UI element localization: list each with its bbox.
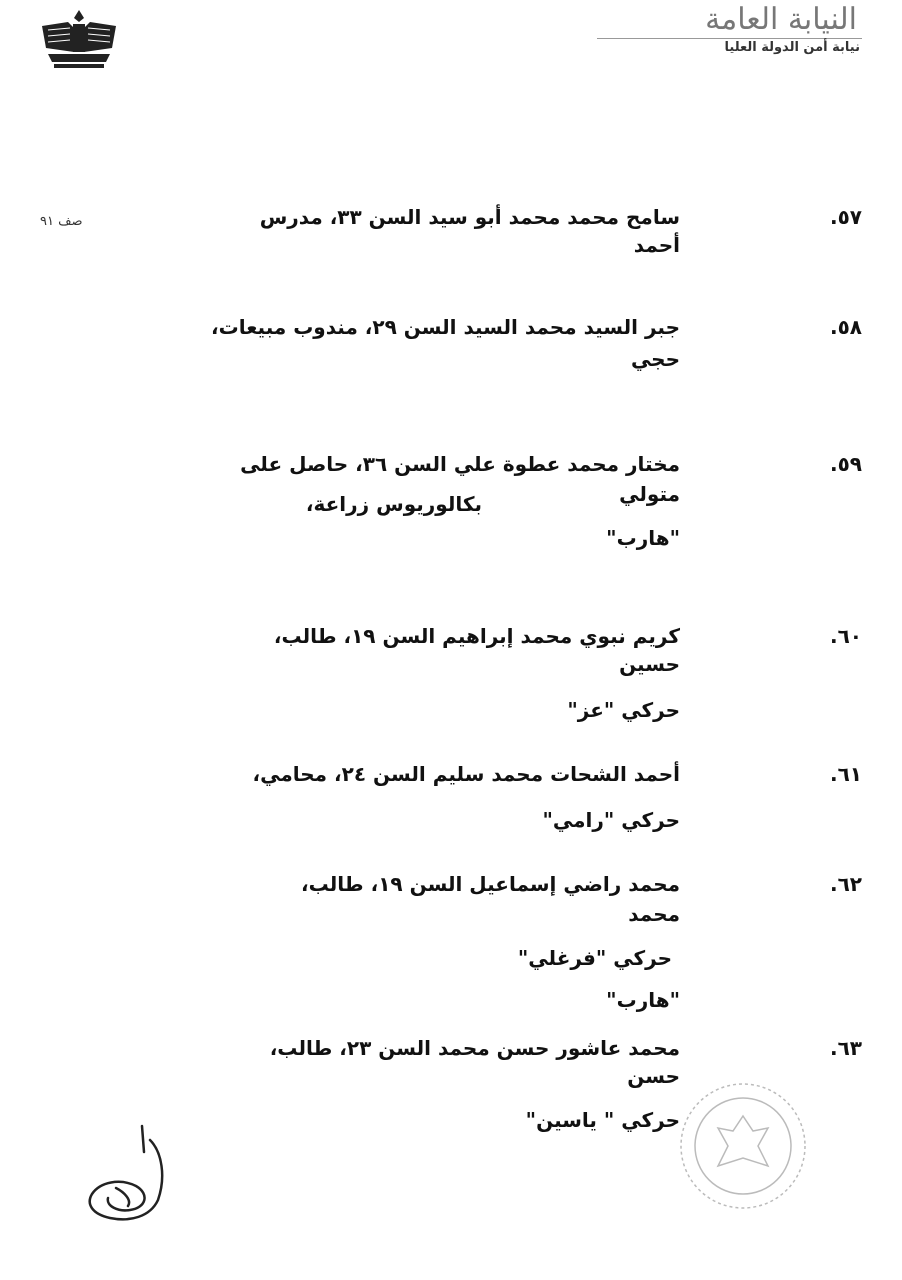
signature-icon xyxy=(80,1122,190,1237)
header-title: النيابة العامة xyxy=(705,2,857,37)
entry-line-1: جبر السيد محمد السيد السن ٢٩، مندوب مبيعات، xyxy=(211,315,680,339)
entry-number: ٥٩. xyxy=(829,452,862,476)
official-seal-icon xyxy=(658,1076,818,1216)
entry-number: ٦١. xyxy=(829,762,862,786)
entry-line-1: محمد راضي إسماعيل السن ١٩، طالب، xyxy=(301,872,680,896)
entry-line-1: كريم نبوي محمد إبراهيم السن ١٩، طالب، xyxy=(273,624,680,648)
entry-number: ٦٠. xyxy=(829,624,862,648)
entry-line-2: متولي xyxy=(619,482,680,506)
entry-line-2: حجي xyxy=(630,347,680,371)
entry-line-3: حركي "فرغلي" xyxy=(517,946,672,970)
entry-line-1: محمد عاشور حسن محمد السن ٢٣، طالب، xyxy=(269,1036,680,1060)
entry-line-1: أحمد الشحات محمد سليم السن ٢٤، محامي، xyxy=(252,762,680,786)
entry-number: ٦٢. xyxy=(829,872,862,896)
entry-line-2: أحمد xyxy=(633,233,680,257)
entry-line-2: محمد xyxy=(628,902,680,926)
entry-line-2: حسن xyxy=(627,1064,680,1088)
entry-number: ٥٧. xyxy=(829,205,862,229)
entry-number: ٥٨. xyxy=(829,315,862,339)
entry-line-4: "هارب" xyxy=(606,988,680,1012)
header-subtitle: نيابة أمن الدولة العليا xyxy=(724,40,860,55)
eagle-emblem-icon xyxy=(38,8,120,70)
entry-line-3: حركي " ياسين" xyxy=(525,1108,680,1132)
entry-line-2b: بكالوريوس زراعة، xyxy=(305,492,482,516)
entry-number: ٦٣. xyxy=(829,1036,862,1060)
entry-line-3: "هارب" xyxy=(606,526,680,550)
entry-line-3: حركي "رامي" xyxy=(542,808,680,832)
entry-line-1: مختار محمد عطوة علي السن ٣٦، حاصل على xyxy=(240,452,680,476)
page-reference: صف ٩١ xyxy=(40,214,83,229)
entry-line-1: سامح محمد محمد أبو سيد السن ٣٣، مدرس xyxy=(259,205,680,229)
entry-line-3: حركي "عز" xyxy=(567,698,680,722)
entry-line-2: حسين xyxy=(619,652,680,676)
header-divider xyxy=(597,38,862,39)
